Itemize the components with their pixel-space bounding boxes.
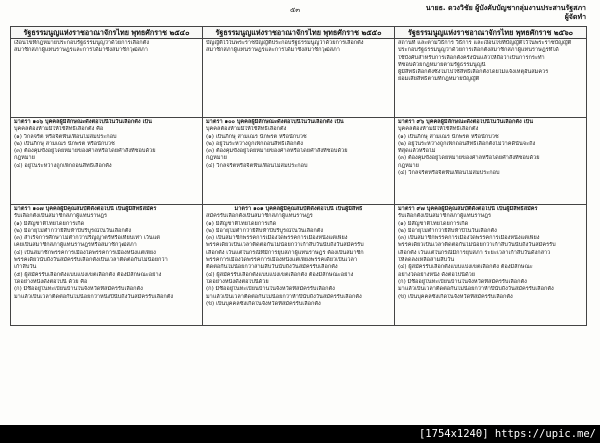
cell-text-line: บุคคลต้องห้ามมิให้ใช้สิทธิเลือกตั้ง xyxy=(398,126,479,133)
cell-text-line: (๔) ผู้สมัครรับเลือกตั้งแบบแบ่งเขตเลือกตั้ง ต้องมีลักษณะอย่าง xyxy=(206,271,354,278)
cell-text-line: ที่สุดแล้วหรือไม่ xyxy=(398,148,436,155)
table-header-row xyxy=(11,27,587,39)
watermark-bar xyxy=(0,425,600,443)
table-cell xyxy=(11,118,203,205)
table-cell xyxy=(11,39,203,118)
cell-text-line: ใช้บังคับสำหรับการเลือกตั้งครั้งนั้นแล้วให้ถือว่าเป็นการกระทำ xyxy=(398,54,545,61)
table-cell xyxy=(203,118,395,205)
cell-text-line: (ก) มีชื่ออยู่ในทะเบียนบ้านในจังหวัดที่สมัครรับเลือกตั้ง xyxy=(14,286,143,293)
cell-text-line: (๔) วิกลจริตหรือจิตฟั่นเฟือนไม่สมประกอบ xyxy=(398,170,500,177)
cell-text-line: สมาชิกสภาผู้แทนราษฎรและการได้มาซึ่งสมาชิกวุฒิสภา xyxy=(206,47,340,54)
cell-text-line: มาแล้วเป็นเวลาติดต่อกันไม่น้อยกว่าห้าปีนับถึงวันสมัครรับเลือกตั้ง xyxy=(206,293,362,300)
cell-text-line: (ก) มีชื่ออยู่ในทะเบียนบ้านในจังหวัดที่สมัครรับเลือกตั้ง xyxy=(206,286,335,293)
cell-text-line: สมัครรับเลือกตั้งเป็นสมาชิกสภาผู้แทนราษฎร xyxy=(206,213,313,220)
table-cell xyxy=(203,39,395,118)
table-cell xyxy=(395,118,587,205)
cell-text-line: (๔) อยู่ในระหว่างถูกเพิกถอนสิทธิเลือกตั้ง xyxy=(14,162,112,169)
cell-text-line: (๒) มีอายุไม่ต่ำกว่ายี่สิบห้าปีในวันเลือกตั้ง xyxy=(398,227,497,234)
table-row xyxy=(11,118,587,205)
cell-text-line: (๓) ต้องคุมขังอยู่โดยหมายของศาลหรือโดยคำสั่งที่ชอบด้วย xyxy=(206,148,348,155)
upload-watermark: [1754x1240] https://upic.me/ xyxy=(418,428,596,440)
cell-text-line: (ก) มีชื่ออยู่ในทะเบียนบ้านในจังหวัดที่สมัครรับเลือกตั้ง xyxy=(398,278,527,285)
cell-text-line: กฎหมาย xyxy=(398,162,419,169)
table-row xyxy=(11,39,587,118)
cell-text-line: บุคคลต้องห้ามมิให้ใช้สิทธิเลือกตั้ง คือ xyxy=(14,126,104,133)
cell-text-line: เลือกตั้ง เว้นแต่ในกรณีที่มีการยุบสภาผู้แทนราษฎร ต้องเป็นสมาชิก xyxy=(206,249,364,256)
author-role: ผู้จัดทำ xyxy=(564,13,586,21)
cell-text-line: ให้ลดลงเหลือสามสิบวัน xyxy=(398,257,455,264)
cell-text-line: (๕) ผู้สมัครรับเลือกตั้งแบบแบ่งเขตเลือกตั้ง ต้องมีลักษณะอย่าง xyxy=(14,271,162,278)
cell-text-line: (๓) เป็นสมาชิกพรรคการเมืองใดพรรคการเมืองหนึ่งแต่เพียง xyxy=(206,235,348,242)
cell-text-line: (ข) เป็นบุคคลซึ่งเกิดในจังหวัดที่สมัครรับเลือกตั้ง xyxy=(398,293,513,300)
cell-text-line: (๑) เป็นภิกษุ สามเณร นักพรต หรือนักบวช xyxy=(398,133,499,140)
cell-text-line: บุคคลต้องห้ามมิให้ใช้สิทธิเลือกตั้ง xyxy=(206,126,287,133)
cell-text-line: มาตรา ๙๗ บุคคลผู้มีคุณสมบัติดังต่อไปนี้ เป็นผู้มีสิทธิสมัคร xyxy=(398,206,538,212)
cell-text-line: ที่ชอบด้วยกฎหมายตามรัฐธรรมนูญนี้ xyxy=(398,61,486,68)
cell-text-line: (๒) อยู่ในระหว่างถูกเพิกถอนสิทธิเลือกตั้ง xyxy=(206,140,304,147)
cell-text-line: สมาชิกสภาผู้แทนราษฎรและการได้มาซึ่งสมาชิกวุฒิสภา xyxy=(14,47,148,54)
cell-text-line: (๔) เป็นสมาชิกพรรคการเมืองใดพรรคการเมืองหนึ่งแต่เพียง xyxy=(14,249,156,256)
cell-text-line: มาตรา ๙๖ บุคคลผู้มีลักษณะดังต่อไปนี้ในวันเลือกตั้ง เป็น xyxy=(398,119,534,125)
author-line xyxy=(386,4,586,22)
cell-text-line: (๓) เป็นสมาชิกพรรคการเมืองใดพรรคการเมืองหนึ่งแต่เพียง xyxy=(398,235,540,242)
author-name: นายธ. ดวงวิชัย ผู้บังคับบัญชากลุ่มงานประสานรัฐสภา xyxy=(425,4,586,12)
cell-text-line: (๑) วิกลจริต หรือจิตฟั่นเฟือนไม่สมประกอบ xyxy=(14,133,117,140)
table-body xyxy=(11,39,587,326)
cell-text-line: (๔) ผู้สมัครรับเลือกตั้งแบบแบ่งเขตเลือกตั้ง ต้องมีลักษณะ xyxy=(398,264,533,271)
cell-text-line: (๑) มีสัญชาติไทยโดยการเกิด xyxy=(14,220,85,227)
cell-text-line: (๓) ต้องคุมขังอยู่โดยหมายของศาลหรือโดยคำสั่งที่ชอบด้วย xyxy=(14,148,156,155)
cell-text-line: (๑) มีสัญชาติไทยโดยการเกิด xyxy=(206,220,277,227)
cell-text-line: ใดอย่างหนึ่งดังต่อไปนี้ด้วย xyxy=(206,278,269,285)
cell-text-line: เคยเป็นสมาชิกสภาผู้แทนราษฎรหรือสมาชิกวุฒิสภา xyxy=(14,242,137,249)
cell-text-line: กฎหมาย xyxy=(14,155,35,162)
cell-text-line: กฎหมาย xyxy=(206,155,227,162)
cell-text-line: มาแล้วเป็นเวลาติดต่อกันไม่น้อยกว่าหนึ่งปีนับถึงวันสมัครรับเลือกตั้ง xyxy=(14,293,174,300)
table-cell xyxy=(395,205,587,326)
cell-text-line: (๒) มีอายุไม่ต่ำกว่ายี่สิบห้าปีบริบูรณ์ในวันเลือกตั้ง xyxy=(14,227,132,234)
cell-text-line: มาตรา ๑๐๐ บุคคลผู้มีลักษณะดังต่อไปนี้ในวันเลือกตั้ง เป็น xyxy=(206,119,344,125)
cell-text-line: มาตรา ๑๐๖ บุคคลผู้มีลักษณะดังต่อไปนี้ในวันเลือกตั้ง เป็น xyxy=(14,119,152,125)
cell-text-line: อย่างใดอย่างหนึ่ง ดังต่อไปนี้ด้วย xyxy=(398,271,475,278)
cell-text-line: เลือกตั้ง เว้นแต่ในกรณีมีการยุบสภา ระยะเวลาเก้าสิบวันดังกล่าว xyxy=(398,249,551,256)
table-cell xyxy=(11,205,203,326)
cell-text-line: รับเลือกตั้งเป็นสมาชิกสภาผู้แทนราษฎร xyxy=(398,213,491,220)
cell-text-line: ประกอบรัฐธรรมนูญว่าด้วยการเลือกตั้งสมาชิกสภาผู้แทนราษฎรที่ได้ xyxy=(398,47,559,54)
cell-text-line: เก้าสิบวัน xyxy=(14,264,37,271)
cell-text-line: พรรคเดียวเป็นเวลาติดต่อกันไม่น้อยกว่าเก้าสิบวันนับถึงวันสมัครรับ xyxy=(398,242,556,249)
column-header-2540: รัฐธรรมนูญแห่งราชอาณาจักรไทย พุทธศักราช ๒๕๔๐ xyxy=(11,27,203,39)
table-cell xyxy=(395,39,587,118)
cell-text-line: (๒) อยู่ในระหว่างถูกเพิกถอนสิทธิเลือกตั้งไม่ว่าคดีนั้นจะถึง xyxy=(398,140,536,147)
column-header-2560: รัฐธรรมนูญแห่งราชอาณาจักรไทย พุทธศักราช ๒๕๖๐ xyxy=(395,27,587,39)
cell-text-line: รับเลือกตั้งเป็นสมาชิกสภาผู้แทนราษฎร xyxy=(14,213,107,220)
cell-text-line: เงื่อนไขที่กฎหมายประกอบรัฐธรรมนูญว่าด้วยการเลือกตั้ง xyxy=(14,40,150,46)
cell-text-line: (๓) สำเร็จการศึกษาไม่ต่ำกว่าปริญญาตรีหรือเทียบเท่า เว้นแต่ xyxy=(14,235,160,242)
cell-text-line: ผู้มีสิทธิเลือกตั้งซึ่งไม่ไปใช้สิทธิเลือกตั้งโดยไม่แจ้งเหตุอันสมควร xyxy=(398,69,549,76)
cell-text-line: มาแล้วเป็นเวลาติดต่อกันไม่น้อยกว่าห้าปีนับถึงวันสมัครรับเลือกตั้ง xyxy=(398,286,554,293)
column-header-2550: รัฐธรรมนูญแห่งราชอาณาจักรไทย พุทธศักราช ๒๕๕๐ xyxy=(203,27,395,39)
cell-text-line: (ข) เป็นบุคคลซึ่งเกิดในจังหวัดที่สมัครรับเลือกตั้ง xyxy=(206,300,321,307)
cell-text-line: พรรคเดียวนับถึงวันสมัครรับเลือกตั้งเป็นเวลาติดต่อกันไม่น้อยกว่า xyxy=(14,257,168,264)
cell-text-line: พรรคการเมืองใดพรรคการเมืองหนึ่งแต่เพียงพรรคเดียวเป็นเวลา xyxy=(206,257,358,264)
cell-text-line: (๒) มีอายุไม่ต่ำกว่ายี่สิบห้าปีบริบูรณ์ในวันเลือกตั้ง xyxy=(206,227,324,234)
cell-text-line: สถานที่ และตามวิธีการ วิธีการ และเงื่อนไขที่บัญญัติไว้ในพระราชบัญญัติ xyxy=(398,40,572,46)
table-row xyxy=(11,205,587,326)
cell-text-line: ติดต่อกันไม่น้อยกว่าสามสิบวันนับถึงวันสมัครรับเลือกตั้ง xyxy=(206,264,338,271)
cell-text-line: (๑) มีสัญชาติไทยโดยการเกิด xyxy=(398,220,469,227)
comparison-table xyxy=(10,26,587,326)
cell-text-line: ใดอย่างหนึ่งดังต่อไปนี้ ด้วย คือ xyxy=(14,278,88,285)
cell-text-line: (๑) เป็นภิกษุ สามเณร นักพรต หรือนักบวช xyxy=(206,133,307,140)
cell-text-line: มาตรา ๑๐๗ บุคคลผู้มีคุณสมบัติดังต่อไปนี้ เป็นผู้มีสิทธิสมัคร xyxy=(14,206,157,212)
cell-text-line: (๔) วิกลจริตหรือจิตฟั่นเฟือนไม่สมประกอบ xyxy=(206,162,308,169)
cell-text-line: (๒) เป็นภิกษุ สามเณร นักพรต หรือนักบวช xyxy=(14,140,115,147)
page-number: ๕๓ xyxy=(290,6,301,14)
cell-text-line: พรรคเดียวเป็นเวลาติดต่อกันไม่น้อยกว่าเก้าสิบวันนับถึงวันสมัครรับ xyxy=(206,242,364,249)
cell-text-line: (๓) ต้องคุมขังอยู่โดยหมายของศาลหรือโดยคำสั่งที่ชอบด้วย xyxy=(398,155,540,162)
table-cell xyxy=(203,205,395,326)
cell-text-line: มาตรา ๑๐๑ บุคคลผู้มีคุณสมบัติดังต่อไปนี้ เป็นผู้มีสิทธิ xyxy=(234,206,363,212)
cell-text-line: บัญญัติไว้ในพระราชบัญญัติประกอบรัฐธรรมนูญว่าด้วยการเลือกตั้ง xyxy=(206,40,364,46)
cell-text-line: ย่อมเสียสิทธิตามที่กฎหมายบัญญัติ xyxy=(398,76,480,83)
